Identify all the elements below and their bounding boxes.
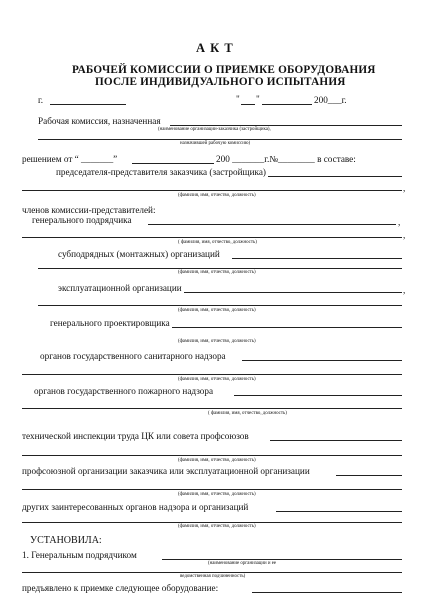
presented-field[interactable]	[252, 592, 402, 593]
trade-union-field[interactable]	[336, 475, 402, 476]
chairman-field[interactable]	[268, 176, 402, 177]
trade-union-field-2[interactable]	[22, 489, 402, 490]
hint-fio-chairman: (фамилия, имя, отчество, должность)	[178, 193, 256, 198]
hint-fio-others: (фамилия, имя, отчество, должность)	[178, 524, 256, 529]
labor-inspection-field-2[interactable]	[22, 455, 402, 456]
comma: ,	[403, 183, 406, 193]
date-month-field[interactable]	[262, 104, 312, 105]
labor-inspection-field[interactable]	[270, 440, 402, 441]
hint-fio-contractor: ( фамилия, имя, отчество, должность)	[178, 240, 257, 245]
established-heading: УСТАНОВИЛА:	[30, 535, 102, 546]
fire-label: органов государственного пожарного надзора	[34, 386, 214, 396]
point1-field[interactable]	[162, 559, 402, 560]
hint-dept: ведомственная подчиненность)	[180, 574, 246, 579]
sanitary-label: органов государственного санитарного надзора	[40, 351, 226, 361]
subcontractors-label: субподрядных (монтажных) организаций	[58, 249, 220, 259]
others-label: других заинтересованных органов надзора и организаций	[22, 502, 249, 512]
sanitary-field-2[interactable]	[22, 374, 402, 375]
hint-fio-operating: (фамилия, имя, отчество, должность)	[178, 308, 256, 313]
date-quote-open: "	[236, 94, 240, 104]
decision-number-label: 200 _______г.№________ в составе:	[216, 154, 356, 164]
date-day-field[interactable]	[241, 104, 255, 105]
document-title: А К Т	[196, 41, 234, 55]
others-field[interactable]	[276, 511, 402, 512]
comma: ,	[403, 230, 406, 240]
general-designer-label: генерального проектировщика	[50, 318, 170, 328]
fire-field[interactable]	[234, 395, 402, 396]
document-subtitle-line2: ПОСЛЕ ИНДИВИДУАЛЬНОГО ИСПЫТАНИЯ	[95, 76, 346, 88]
subcontractors-field-2[interactable]	[38, 268, 402, 269]
date-quote-close: "	[256, 94, 260, 104]
decision-label: решением от “ _______”	[22, 154, 118, 164]
hint-fio-designer: (фамилия, имя, отчество, должность)	[178, 339, 256, 344]
presented-label: предъявлено к приемке следующее оборудование:	[22, 583, 219, 593]
fire-field-2[interactable]	[22, 408, 402, 409]
members-intro: членов комиссии-представителей:	[22, 205, 156, 215]
operating-org-field-2[interactable]	[38, 305, 402, 306]
point1-label: 1. Генеральным подрядчиком	[22, 550, 137, 560]
operating-org-label: эксплуатационной организации	[58, 283, 182, 293]
document-subtitle-line1: РАБОЧЕЙ КОМИССИИ О ПРИЕМКЕ ОБОРУДОВАНИЯ	[72, 64, 376, 76]
commission-intro: Рабочая комиссия, назначенная	[38, 116, 161, 126]
decision-date-field[interactable]	[132, 163, 214, 164]
date-year: 200___г.	[314, 95, 347, 105]
general-contractor-label: генерального подрядчика	[32, 215, 132, 225]
sanitary-field[interactable]	[242, 360, 402, 361]
point1-field-2[interactable]	[22, 572, 402, 573]
hint-org-name: (наименование организации и ее	[208, 561, 277, 566]
comma: ,	[398, 217, 401, 227]
hint-org-customer: (наименование организации-заказчика (застройщика),	[158, 127, 271, 132]
comma: ,	[403, 285, 406, 295]
others-field-2[interactable]	[22, 522, 402, 523]
org-customer-field[interactable]	[170, 125, 402, 126]
trade-union-label: профсоюзной организации заказчика или эксплуатационной организации	[22, 466, 310, 476]
chairman-label: председателя-представителя заказчика (застройщика)	[56, 167, 266, 177]
operating-org-field[interactable]	[184, 292, 402, 293]
hint-fio-labor: (фамилия, имя, отчество, должность)	[178, 458, 256, 463]
city-field[interactable]	[50, 104, 126, 105]
org-customer-field-2[interactable]	[38, 139, 402, 140]
hint-fio-fire: ( фамилия, имя, отчество, должность)	[208, 411, 287, 416]
city-label: г.	[38, 95, 44, 105]
hint-fio-subcontractors: (фамилия, имя, отчество, должность)	[178, 270, 256, 275]
general-contractor-field[interactable]	[148, 224, 396, 225]
hint-fio-union: (фамилия, имя, отчество, должность)	[178, 492, 256, 497]
subcontractors-field[interactable]	[232, 258, 402, 259]
labor-inspection-label: технической инспекции труда ЦК или совета профсоюзов	[22, 431, 249, 441]
hint-appointed: назначившей рабочую комиссию)	[180, 141, 251, 146]
chairman-field-2[interactable]	[22, 190, 402, 191]
hint-fio-sanitary: (фамилия, имя, отчество, должность)	[178, 377, 256, 382]
general-designer-field[interactable]	[172, 327, 402, 328]
general-contractor-field-2[interactable]	[22, 237, 402, 238]
